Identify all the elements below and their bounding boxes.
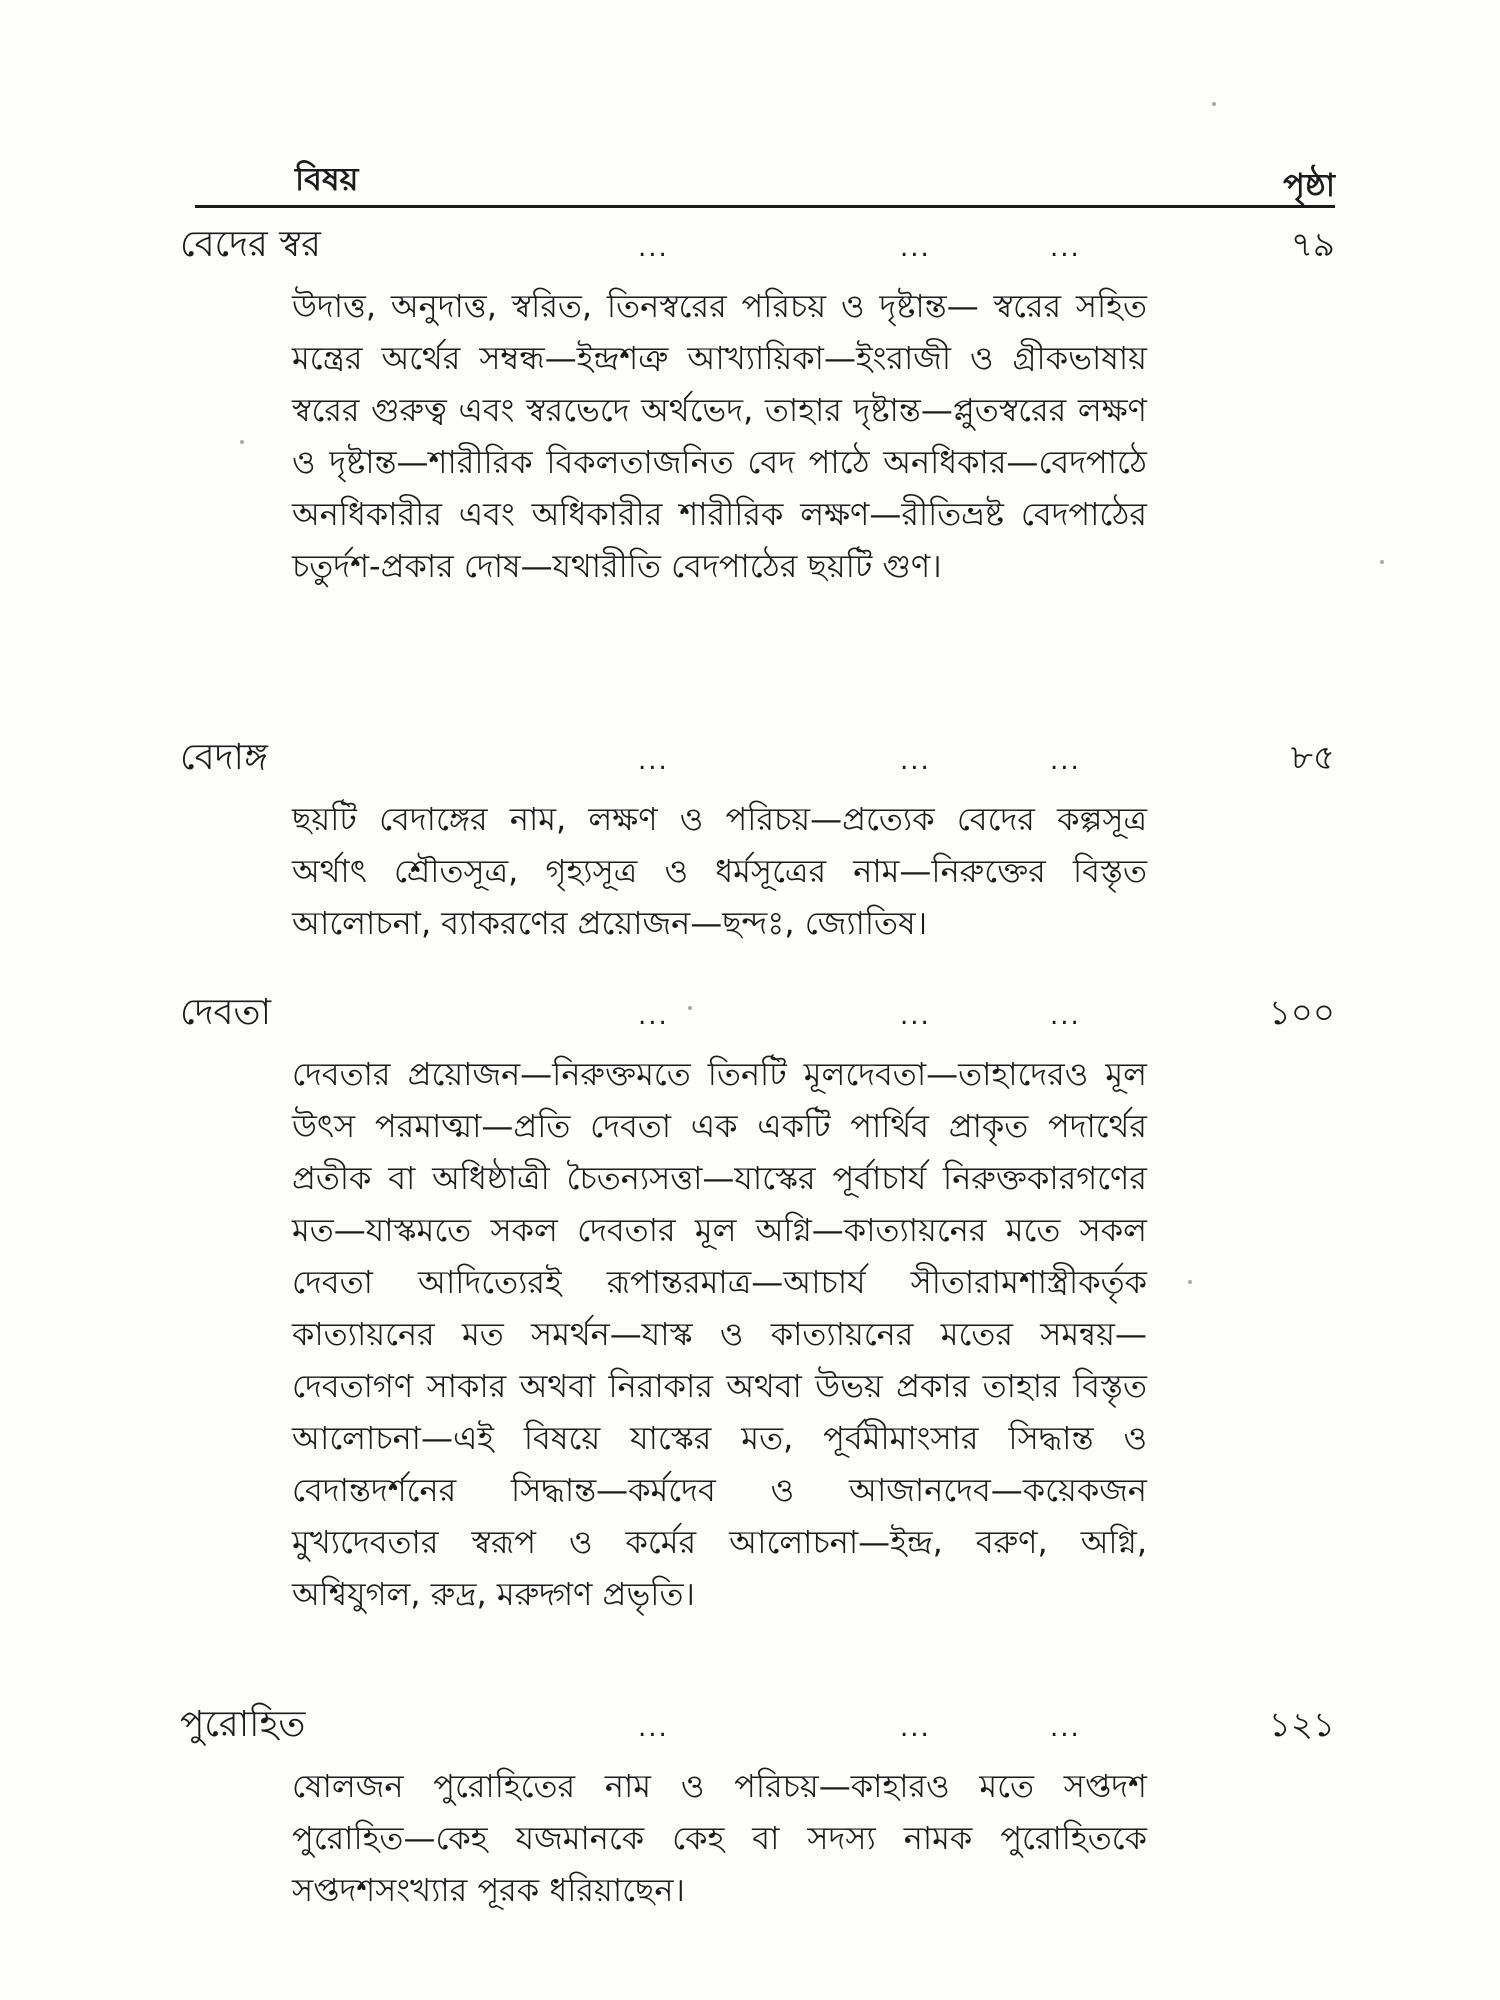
paper-speck — [1212, 102, 1216, 106]
toc-entry-deity — [180, 990, 1335, 1620]
toc-entry-heading-row — [180, 1702, 1335, 1752]
paper-speck — [1188, 1280, 1192, 1284]
leader-dots: ... — [638, 746, 669, 776]
leader-dots: ... — [900, 1713, 931, 1743]
leader-dots: ... — [900, 746, 931, 776]
toc-entry-title: দেবতা — [180, 992, 272, 1033]
paper-speck — [240, 440, 244, 444]
toc-entry-heading-row — [180, 222, 1335, 272]
leader-dots: ... — [638, 1001, 669, 1031]
toc-entry-page-number: ১০০ — [1268, 993, 1335, 1033]
paper-speck — [688, 1006, 692, 1010]
header-rule — [195, 205, 1335, 208]
leader-dots: ... — [638, 233, 669, 263]
toc-entry-title: বেদাঙ্গ — [180, 737, 268, 778]
toc-entry-page-number: ৭৯ — [1290, 225, 1335, 265]
toc-entry-priest — [180, 1702, 1335, 1916]
paper-speck — [1380, 560, 1384, 564]
toc-entry-page-number: ৮৫ — [1290, 738, 1335, 778]
toc-entry-description: ছয়টি বেদাঙ্গের নাম, লক্ষণ ও পরিচয়—প্রত্যেক বেদের কল্পসূত্র অর্থাৎ শ্রৌতসূত্র, গৃহ্যসূত্র ও ধর্মসূত্রের নাম—নিরুক্তের বিস্তৃত আলোচনা, ব্যাকরণের প্রয়োজন—ছন্দঃ, জ্যোতিষ। — [292, 800, 1147, 942]
toc-entry-vedic-accent — [180, 222, 1335, 592]
leader-dots: ... — [1050, 1713, 1081, 1743]
subject-column-label: বিষয় — [295, 160, 359, 198]
toc-entry-heading-row — [180, 735, 1335, 785]
leader-dots: ... — [900, 233, 931, 263]
toc-entry-vedanga — [180, 735, 1335, 949]
table-of-contents-header — [195, 150, 1335, 205]
leader-dots: ... — [638, 1713, 669, 1743]
page-column-label: পৃষ্ঠা — [1283, 166, 1335, 204]
toc-entry-page-number: ১২১ — [1268, 1705, 1335, 1745]
toc-entry-description: দেবতার প্রয়োজন—নিরুক্তমতে তিনটি মূলদেবতা—তাহাদেরও মূল উৎস পরমাত্মা—প্রতি দেবতা এক একটি পার্থিব প্রাকৃত পদার্থের প্রতীক বা অধিষ্ঠাত্রী চৈতন্যসত্তা—যাস্কের পূর্বাচার্য নিরুক্তকারগণের মত—যাস্কমতে সকল দেবতার মূল অগ্নি—কাত্যায়নের মতে সকল দেবতা আদিত্যেরই রূপান্তরমাত্র—আচার্য সীতারামশাস্ত্রীকর্তৃক কাত্যায়নের মত সমর্থন—যাস্ক ও কাত্যায়নের মতের সমন্বয়—দেবতাগণ সাকার অথবা নিরাকার অথবা উভয় প্রকার তাহার বিস্তৃত আলোচনা—এই বিষয়ে যাস্কের মত, পূর্বমীমাংসার সিদ্ধান্ত ও বেদান্তদর্শনের সিদ্ধান্ত—কর্মদেব ও আজানদেব—কয়েকজন মুখ্যদেবতার স্বরূপ ও কর্মের আলোচনা—ইন্দ্র, বরুণ, অগ্নি, অশ্বিযুগল, রুদ্র, মরুদ্গণ প্রভৃতি। — [292, 1055, 1147, 1613]
toc-entry-title: পুরোহিত — [180, 1704, 306, 1745]
leader-dots: ... — [1050, 746, 1081, 776]
toc-entry-title: বেদের স্বর — [180, 224, 321, 265]
toc-entry-heading-row — [180, 990, 1335, 1040]
leader-dots: ... — [900, 1001, 931, 1031]
leader-dots: ... — [1050, 233, 1081, 263]
leader-dots: ... — [1050, 1001, 1081, 1031]
toc-entry-description: ষোলজন পুরোহিতের নাম ও পরিচয়—কাহারও মতে সপ্তদশ পুরোহিত—কেহ যজমানকে কেহ বা সদস্য নামক পুরোহিতকে সপ্তদশসংখ্যার পূরক ধরিয়াছেন। — [292, 1767, 1147, 1909]
toc-entry-description: উদাত্ত, অনুদাত্ত, স্বরিত, তিনস্বরের পরিচয় ও দৃষ্টান্ত— স্বরের সহিত মন্ত্রের অর্থের সম্বন্ধ—ইন্দ্রশত্রু আখ্যায়িকা—ইংরাজী ও গ্রীকভাষায় স্বরের গুরুত্ব এবং স্বরভেদে অর্থভেদ, তাহার দৃষ্টান্ত—প্লুতস্বরের লক্ষণ ও দৃষ্টান্ত—শারীরিক বিকলতাজনিত বেদ পাঠে অনধিকার—বেদপাঠে অনধিকারীর এবং অধিকারীর শারীরিক লক্ষণ—রীতিভ্রষ্ট বেদপাঠের চতুর্দশ-প্রকার দোষ—যথারীতি বেদপাঠের ছয়টি গুণ। — [292, 287, 1147, 585]
